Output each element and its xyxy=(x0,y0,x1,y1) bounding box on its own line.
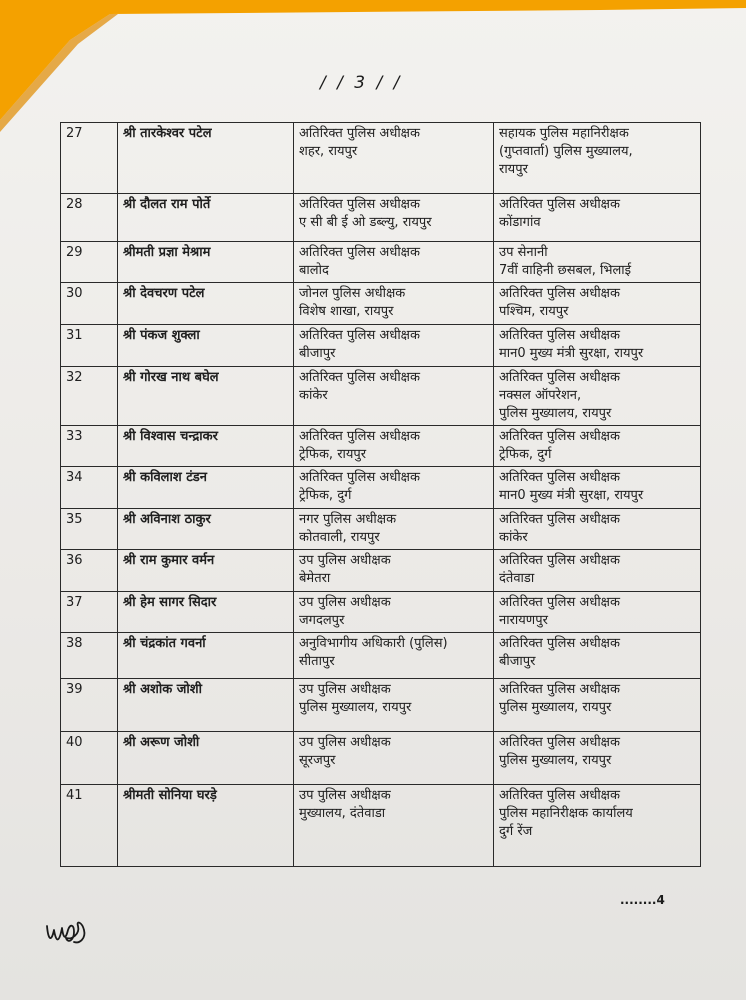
officer-name-cell: श्री कविलाश टंडन xyxy=(118,467,294,509)
handwritten-initials xyxy=(44,918,90,950)
current-posting-cell xyxy=(294,550,494,592)
current-posting-cell xyxy=(294,732,494,785)
current-posting-line: अनुविभागीय अधिकारी (पुलिस) xyxy=(299,636,448,651)
current-posting-line: जोनल पुलिस अधीक्षक xyxy=(299,286,406,301)
officer-name-cell: श्रीमती प्रज्ञा मेश्राम xyxy=(118,242,294,283)
current-posting-cell xyxy=(294,242,494,283)
current-posting-line: कोतवाली, रायपुर xyxy=(299,530,380,545)
table-row xyxy=(61,592,701,633)
new-posting-line: पुलिस मुख्यालय, रायपुर xyxy=(499,753,612,768)
current-posting-line: अतिरिक्त पुलिस अधीक्षक xyxy=(299,370,420,385)
page-number-header: / / 3 / / xyxy=(320,73,403,93)
current-posting-line: कांकेर xyxy=(299,388,328,403)
new-posting-line: 7वीं वाहिनी छसबल, भिलाई xyxy=(499,263,632,278)
officer-name-cell: श्री हेम सागर सिदार xyxy=(118,592,294,633)
new-posting-cell xyxy=(494,785,701,867)
new-posting-cell xyxy=(494,467,701,509)
officer-name-cell: श्री तारकेश्वर पटेल xyxy=(118,123,294,194)
table-row xyxy=(61,509,701,550)
current-posting-line: अतिरिक्त पुलिस अधीक्षक xyxy=(299,470,420,485)
officer-name-cell: श्री अविनाश ठाकुर xyxy=(118,509,294,550)
new-posting-line: पश्चिम, रायपुर xyxy=(499,304,569,319)
serial-number-cell: 39 xyxy=(61,679,118,732)
orange-folder-edge xyxy=(0,0,746,140)
table-row xyxy=(61,283,701,325)
serial-number-cell: 40 xyxy=(61,732,118,785)
officer-name-cell: श्री अरूण जोशी xyxy=(118,732,294,785)
serial-number-cell: 36 xyxy=(61,550,118,592)
table-body xyxy=(61,123,701,867)
current-posting-cell xyxy=(294,633,494,679)
serial-number-cell: 35 xyxy=(61,509,118,550)
serial-number-cell: 27 xyxy=(61,123,118,194)
new-posting-line: अतिरिक्त पुलिस अधीक्षक xyxy=(499,470,620,485)
new-posting-line: अतिरिक्त पुलिस अधीक्षक xyxy=(499,636,620,651)
serial-number-cell: 38 xyxy=(61,633,118,679)
table-row xyxy=(61,426,701,467)
current-posting-cell xyxy=(294,283,494,325)
current-posting-line: ए सी बी ई ओ डब्ल्यु, रायपुर xyxy=(299,215,432,230)
new-posting-cell xyxy=(494,550,701,592)
serial-number-cell: 28 xyxy=(61,194,118,242)
current-posting-line: उप पुलिस अधीक्षक xyxy=(299,788,391,803)
new-posting-line: अतिरिक्त पुलिस अधीक्षक xyxy=(499,682,620,697)
table-row xyxy=(61,242,701,283)
current-posting-line: उप पुलिस अधीक्षक xyxy=(299,682,391,697)
current-posting-line: उप पुलिस अधीक्षक xyxy=(299,595,391,610)
new-posting-line: पुलिस मुख्यालय, रायपुर xyxy=(499,406,612,421)
table-row xyxy=(61,785,701,867)
officer-name-cell: श्री अशोक जोशी xyxy=(118,679,294,732)
new-posting-cell xyxy=(494,242,701,283)
new-posting-line: अतिरिक्त पुलिस अधीक्षक xyxy=(499,429,620,444)
new-posting-cell xyxy=(494,123,701,194)
serial-number-cell: 34 xyxy=(61,467,118,509)
new-posting-line: ट्रेफिक, दुर्ग xyxy=(499,447,552,462)
new-posting-line: पुलिस मुख्यालय, रायपुर xyxy=(499,700,612,715)
new-posting-line: अतिरिक्त पुलिस अधीक्षक xyxy=(499,286,620,301)
new-posting-line: मान0 मुख्य मंत्री सुरक्षा, रायपुर xyxy=(499,346,644,361)
new-posting-cell xyxy=(494,367,701,426)
serial-number-cell: 33 xyxy=(61,426,118,467)
table-row xyxy=(61,325,701,367)
new-posting-line: सहायक पुलिस महानिरीक्षक xyxy=(499,126,629,141)
current-posting-cell xyxy=(294,325,494,367)
serial-number-cell: 37 xyxy=(61,592,118,633)
current-posting-cell xyxy=(294,426,494,467)
table-row xyxy=(61,633,701,679)
new-posting-cell xyxy=(494,283,701,325)
current-posting-line: नगर पुलिस अधीक्षक xyxy=(299,512,397,527)
new-posting-line: उप सेनानी xyxy=(499,245,548,260)
current-posting-line: अतिरिक्त पुलिस अधीक्षक xyxy=(299,328,420,343)
current-posting-line: जगदलपुर xyxy=(299,613,345,628)
new-posting-line: अतिरिक्त पुलिस अधीक्षक xyxy=(499,788,620,803)
officer-name-cell: श्रीमती सोनिया घरड़े xyxy=(118,785,294,867)
current-posting-line: अतिरिक्त पुलिस अधीक्षक xyxy=(299,429,420,444)
serial-number-cell: 29 xyxy=(61,242,118,283)
table-row xyxy=(61,367,701,426)
new-posting-line: अतिरिक्त पुलिस अधीक्षक xyxy=(499,595,620,610)
current-posting-line: उप पुलिस अधीक्षक xyxy=(299,553,391,568)
new-posting-line: (गुप्तवार्ता) पुलिस मुख्यालय, xyxy=(499,144,633,159)
new-posting-cell xyxy=(494,325,701,367)
new-posting-cell xyxy=(494,592,701,633)
new-posting-line: नारायणपुर xyxy=(499,613,548,628)
current-posting-cell xyxy=(294,367,494,426)
new-posting-line: दुर्ग रेंज xyxy=(499,824,533,839)
new-posting-line: अतिरिक्त पुलिस अधीक्षक xyxy=(499,370,620,385)
current-posting-line: अतिरिक्त पुलिस अधीक्षक xyxy=(299,126,420,141)
current-posting-cell xyxy=(294,592,494,633)
serial-number-cell: 32 xyxy=(61,367,118,426)
new-posting-line: पुलिस महानिरीक्षक कार्यालय xyxy=(499,806,633,821)
new-posting-line: कांकेर xyxy=(499,530,528,545)
current-posting-line: ट्रेफिक, रायपुर xyxy=(299,447,367,462)
officer-name-cell: श्री राम कुमार वर्मन xyxy=(118,550,294,592)
current-posting-line: बालोद xyxy=(299,263,329,278)
new-posting-line: बीजापुर xyxy=(499,654,536,669)
new-posting-line: अतिरिक्त पुलिस अधीक्षक xyxy=(499,553,620,568)
new-posting-cell xyxy=(494,509,701,550)
table-row xyxy=(61,550,701,592)
table-row xyxy=(61,732,701,785)
table-row xyxy=(61,123,701,194)
table-row xyxy=(61,194,701,242)
new-posting-line: नक्सल ऑपरेशन, xyxy=(499,388,582,403)
current-posting-line: बीजापुर xyxy=(299,346,336,361)
new-posting-line: रायपुर xyxy=(499,162,528,177)
new-posting-line: दंतेवाडा xyxy=(499,571,535,586)
current-posting-line: सीतापुर xyxy=(299,654,335,669)
current-posting-cell xyxy=(294,785,494,867)
current-posting-cell xyxy=(294,467,494,509)
current-posting-cell xyxy=(294,194,494,242)
serial-number-cell: 31 xyxy=(61,325,118,367)
transfer-table xyxy=(60,122,701,867)
current-posting-line: विशेष शाखा, रायपुर xyxy=(299,304,394,319)
current-posting-cell xyxy=(294,679,494,732)
serial-number-cell: 41 xyxy=(61,785,118,867)
new-posting-line: अतिरिक्त पुलिस अधीक्षक xyxy=(499,735,620,750)
current-posting-line: अतिरिक्त पुलिस अधीक्षक xyxy=(299,197,420,212)
current-posting-line: अतिरिक्त पुलिस अधीक्षक xyxy=(299,245,420,260)
current-posting-line: उप पुलिस अधीक्षक xyxy=(299,735,391,750)
table-row xyxy=(61,467,701,509)
current-posting-line: मुख्यालय, दंतेवाडा xyxy=(299,806,386,821)
officer-name-cell: श्री दौलत राम पोर्ते xyxy=(118,194,294,242)
officer-name-cell: श्री पंकज शुक्ला xyxy=(118,325,294,367)
new-posting-line: अतिरिक्त पुलिस अधीक्षक xyxy=(499,512,620,527)
new-posting-cell xyxy=(494,679,701,732)
officer-name-cell: श्री विश्वास चन्द्राकर xyxy=(118,426,294,467)
current-posting-line: शहर, रायपुर xyxy=(299,144,358,159)
new-posting-cell xyxy=(494,732,701,785)
current-posting-line: बेमेतरा xyxy=(299,571,331,586)
current-posting-cell xyxy=(294,123,494,194)
new-posting-line: कोंडागांव xyxy=(499,215,541,230)
table-row xyxy=(61,679,701,732)
officer-name-cell: श्री देवचरण पटेल xyxy=(118,283,294,325)
next-page-marker: ........4 xyxy=(620,893,665,907)
new-posting-line: अतिरिक्त पुलिस अधीक्षक xyxy=(499,328,620,343)
officer-name-cell: श्री गोरख नाथ बघेल xyxy=(118,367,294,426)
new-posting-cell xyxy=(494,426,701,467)
new-posting-cell xyxy=(494,194,701,242)
officer-name-cell: श्री चंद्रकांत गवर्ना xyxy=(118,633,294,679)
current-posting-cell xyxy=(294,509,494,550)
current-posting-line: पुलिस मुख्यालय, रायपुर xyxy=(299,700,412,715)
serial-number-cell: 30 xyxy=(61,283,118,325)
new-posting-line: मान0 मुख्य मंत्री सुरक्षा, रायपुर xyxy=(499,488,644,503)
new-posting-cell xyxy=(494,633,701,679)
current-posting-line: ट्रेफिक, दुर्ग xyxy=(299,488,352,503)
new-posting-line: अतिरिक्त पुलिस अधीक्षक xyxy=(499,197,620,212)
current-posting-line: सूरजपुर xyxy=(299,753,336,768)
